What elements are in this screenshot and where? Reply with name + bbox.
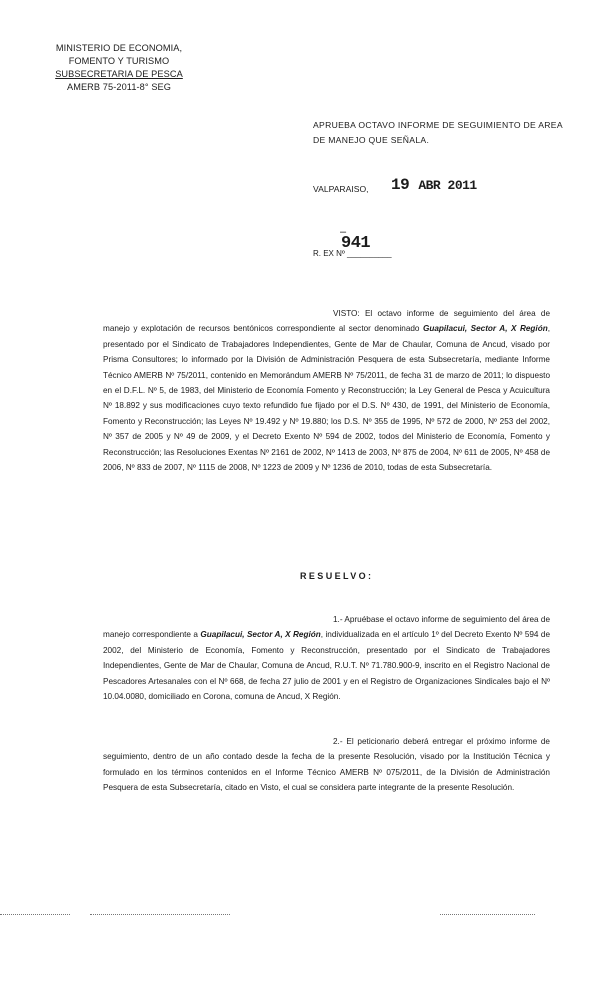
date-month-year: ABR 2011 xyxy=(418,178,477,193)
letterhead xyxy=(44,42,194,94)
subsecretaria-line: SUBSECRETARIA DE PESCA xyxy=(55,69,183,79)
visto-paragraph xyxy=(103,306,550,475)
item-2-lead: 2.- El peticionario deberá entregar el próximo informe xyxy=(333,737,538,746)
date-stamp xyxy=(391,176,477,194)
subject-line: APRUEBA OCTAVO INFORME DE SEGUIMIENTO DE AREA DE MANEJO QUE SEÑALA. xyxy=(313,120,563,145)
resolution-label: R. EX Nº __________ xyxy=(313,249,392,258)
place-date xyxy=(313,176,477,194)
resuelvo-heading: RESUELVO: xyxy=(300,571,374,581)
resolution-number: 941 xyxy=(341,234,371,253)
dotted-divider xyxy=(90,914,230,915)
date-day: 19 xyxy=(391,176,410,194)
visto-sector: Guapilacui, Sector A, X Región xyxy=(422,324,548,334)
dotted-divider xyxy=(0,914,70,915)
dotted-divider xyxy=(440,914,535,915)
item-1-sector: Guapilacui, Sector A, X Región xyxy=(200,630,321,640)
place: VALPARAISO, xyxy=(313,184,369,194)
ministry-line: MINISTERIO DE ECONOMIA, xyxy=(55,43,183,53)
visto-text-2: , presentado por el Sindicato de Trabajadores Independientes, Gente de Mar de Chaular, Comuna de Ancud, visado por Prisma Consultores; lo informado por la División de Administración Pesquera de esta Subsecretaría, mediante Informe Técnico AMERB Nº 75/2011, contenido en Memorándum AMERB Nº 75/2011, de fecha 31 de marzo de 2011; lo dispuesto en el D.F.L. Nº 5, de 1983, del Ministerio de Economía Fomento y Reconstrucción; la Ley General de Pesca y Acuicultura Nº 18.892 y sus modificaciones cuyo texto refundido fue fijado por el D.S. Nº 430, de 1991, del Ministerio de Economía, Fomento y Reconstrucción; las Leyes Nº 19.492 y Nº 19.880; los D.S. Nº 355 de 1995, Nº 572 de 2000, Nº 253 del 2002, Nº 357 de 2005 y Nº 49 de 2009, y el Decreto Exento Nº 594 de 2002, todos del Ministerio de Economía, Fomento y Reconstrucción; las Resoluciones Exentas Nº 2161 de 2002, Nº 1413 de 2003, Nº 875 de 2004, Nº 611 de 2005, Nº 458 de 2006, Nº 833 de 2007, Nº 1115 de 2008, Nº 1223 de 2009 y Nº 1236 de 2010, todas de esta Subsecretaría. xyxy=(103,324,550,473)
item-2-text: de seguimiento, dentro de un año contado desde la fecha de la presente Resolución, visado por la Institución Técnica y formulado en los términos contenidos en el Informe Técnico AMERB Nº 075/2011, de la División de Administración Pesquera de esta Subsecretaría, citado en Visto, el cual se considera parte integrante de la presente Resolución. xyxy=(103,737,550,793)
item-1-text-2: , individualizada en el artículo 1º del Decreto Exento Nº 594 de 2002, del Ministerio de Economía, Fomento y Reconstrucción, presentado por el Sindicato de Trabajadores Independientes, Gente de Mar de Chaular, Comuna de Ancud, R.U.T. Nº 71.780.900-9, inscrito en el Registro Nacional de Pescadores Artesanales con el Nº 668, de fecha 27 julio de 2001 y en el Registro de Organizaciones Sindicales bajo el Nº 10.04.0080, domiciliado en Corona, comuna de Ancud, X Región. xyxy=(103,630,551,702)
reference-code: AMERB 75-2011-8° SEG xyxy=(66,82,172,92)
visto-text: El octavo informe de seguimiento del área de manejo y explotación de recursos bentónicos correspondiente al sector denominado xyxy=(103,309,550,334)
item-1-lead: 1.- Apruébase el octavo informe de seguimiento del xyxy=(333,615,520,624)
stamp-dash: – xyxy=(340,226,347,238)
resolution-item-1 xyxy=(103,612,550,704)
ministry-line-2: FOMENTO Y TURISMO xyxy=(68,56,170,66)
item-1-text: área de manejo correspondiente a xyxy=(103,615,550,640)
visto-lead: VISTO: xyxy=(333,309,360,318)
resolution-item-2 xyxy=(103,734,550,796)
